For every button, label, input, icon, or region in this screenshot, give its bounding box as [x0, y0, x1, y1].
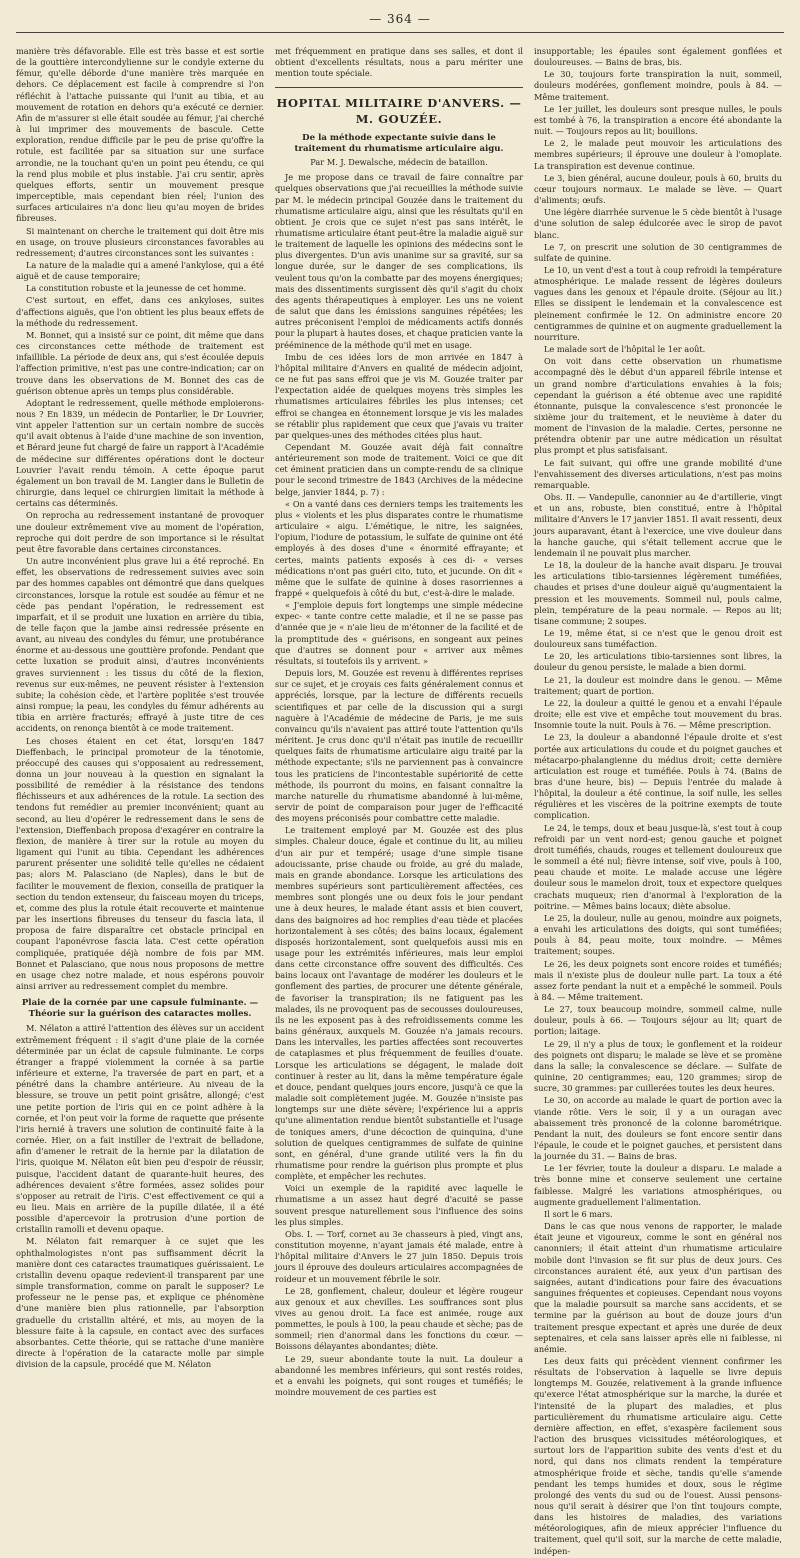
byline: Par M. J. Dewalsche, médecin de bataillon. — [310, 157, 488, 168]
paragraph: Le 19, même état, si ce n'est que le genou droit est douloureux sans tuméfaction. — [534, 627, 782, 650]
paragraph: Obs. I. — Torf, cornet au 3e chasseurs à pied, vingt ans, constitution moyenne, n'ayant jamais été malade, entre à l'hôpital militaire d'Anvers le 27 juin 1850. Depuis trois jours il éprouve des douleurs articulaires accompagnées de roideur et un mouvement fébrile le soir. — [275, 1228, 523, 1284]
paragraph: Le 27, toux beaucoup moindre, sommeil calme, nulle douleur, pouls à 66. — Toujours séjour au lit; quart de portion; laitage. — [534, 1004, 782, 1037]
paragraph: La constitution robuste et la jeunesse de cet homme. — [26, 283, 247, 294]
paragraph: Voici un exemple de la rapidité avec laquelle le rhumatisme a un assez haut degré d'acuité se passe souvent presque naturellement sous l'influence des soins les plus simples. — [275, 1183, 523, 1227]
columns — [16, 46, 784, 1558]
paragraph: M. Nélaton fait remarquer à ce sujet que les ophthalmologistes n'ont pas suffisamment décrit la manière dont ces cataractes traumatiques guérissaient. Le cristallin devenu opaque redevient-il transparent par une simple transformation, comme on paraît le supposer? Le professeur ne le pense pas, et explique ce phénomène d'une manière bien plus rationnelle, par l'absorption graduelle du cristallin altéré, et mis, au moyen de la blessure faite à la capsule, en contact avec des surfaces absorbantes. Cette théorie, qui se rattache d'une manière directe à l'opération de la cataracte molle par simple division de la capsule, procédé que M. Nélaton — [16, 1236, 264, 1370]
paragraph: Le 24, le temps, doux et beau jusque-là, s'est tout à coup refroidi par un vent nord-est; genou gauche et poignet droit tuméfiés, chauds, rouges et tellement douloureux que le sommeil a été nul; fièvre intense, soif vive, pouls à 100, peau chaude et moite. Le malade accuse une légère douleur sous le mamelon droit, toux et expectore quelques crachats muqueux; rien d'anormal à l'exploration de la poitrine. — Mêmes bains locaux; diète absolue. — [534, 822, 782, 911]
paragraph: Le 2, le malade peut mouvoir les articulations des membres supérieurs; il éprouve une douleur à l'omoplate. La transpiration est devenue continue. — [534, 138, 782, 171]
paragraph: « J'emploie depuis fort longtemps une simple médecine expec- « tante contre cette maladie, et il ne se passe pas d'année que je « n'aie lieu de m'étonner de la facilité et de la promptitude des « guérisons, en songeant aux peines que d'autres se donnent pour « arriver aux mêmes résultats, si toutefois ils y arrivent. » — [275, 600, 523, 666]
page-header — [16, 6, 784, 34]
paragraph: Une légère diarrhée survenue le 5 cède bientôt à l'usage d'une solution de salep édulcorée avec le sirop de pavot blanc. — [534, 207, 782, 240]
paragraph: Depuis lors, M. Gouzée est revenu à différentes reprises sur ce sujet, et je croyais ces faits généralement connus et appréciés, lorsque, par la lecture de différents recueils scientifiques et par celle de la discussion qui a surgi naguère à l'Académie de médecine de Paris, je me suis convaincu qu'ils n'avaient pas attiré toute l'attention qu'ils méritent. Je crus donc qu'il n'était pas inutile de recueillir quelques faits de rhumatisme articulaire aigu traité par la méthode expectante; s'ils ne parviennent pas à convaincre tous les praticiens de l'incontestable supériorité de cette méthode, ils pourront du moins, en faisant connaître la marche naturelle du rhumatisme abandonné à lui-même, servir de point de comparaison pour juger de l'efficacité des moyens préconisés pour combattre cette maladie. — [275, 668, 523, 824]
paragraph: On voit dans cette observation un rhumatisme accompagné dès le début d'un appareil fébrile intense et un grand nombre d'articulations envahies à la fois; cependant la guérison a été obtenue avec une rapidité étonnante, puisque la convalescence s'est prononcée le sixième jour du traitement, et le neuvième à dater du moment de l'invasion de la maladie. Certes, personne ne prétendra obtenir par une autre médication un résultat plus prompt et plus satisfaisant. — [534, 356, 782, 456]
paragraph: La nature de la maladie qui a amené l'ankylose, qui a été aiguë et de cause temporaire; — [16, 259, 264, 282]
paragraph: Le traitement employé par M. Gouzée est des plus simples. Chaleur douce, égale et continue du lit, au milieu d'un air pur et tempéré; usage d'une simple tisane adoucissante, prise chaude ou froide, au gré du malade, mais en grande abondance. Lorsque les articulations des membres supérieurs sont particulièrement affectées, ces membres sont plongés une ou deux fois le jour pendant une à deux heures, le malade étant assis et bien couvert, dans des baignoires ad hoc remplies d'eau tiède et placées horizontalement à ses côtés; des bains locaux, également disposés horizontalement, sont quelquefois aussi mis en usage pour les extrémités inférieures, mais leur emploi dans cette circonstance offre souvent des difficultés. Ces bains locaux ont l'avantage de modérer les douleurs et le gonflement des parties, de procurer une détente générale, de favoriser la transpiration; ils ne fatiguent pas les malades, ils ne provoquent pas de secousses douloureuses, ils ne les exposent pas à des refroidissements comme les bains généraux, auxquels M. Gouzée n'a jamais recours. Dans les intervalles, les parties affectées sont recouvertes de cataplasmes et plus fréquemment de feuilles d'ouate. Lorsque les articulations se dégagent, le malade doit continuer à rester au lit, dans la même température égale et douce, pendant quelques jours encore, jusqu'à ce que la maladie soit complètement jugée. M. Gouzée n'insiste pas longtemps sur une diète sévère; l'expérience lui a appris qu'une alimentation rendue bientôt substantielle et l'usage de toniques amers, d'une décoction de quinquina, d'une solution de quelques centigrammes de sulfate de quinine sont, en général, d'une grande utilité vers la fin du rhumatisme pour rendre la guérison plus prompte et plus complète, et empêcher les rechutes. — [275, 825, 523, 1182]
column-right — [534, 46, 782, 1558]
paragraph: Le 7, on prescrit une solution de 30 centigrammes de sulfate de quinine. — [534, 241, 782, 263]
header-rule — [16, 32, 784, 33]
paragraph: met fréquemment en pratique dans ses salles, et dont il obtient d'excellents résultats, nous a paru mériter une mention toute spéciale. — [275, 46, 523, 79]
paragraph: Le 28, gonflement, chaleur, douleur et légère rougeur aux genoux et aux chevilles. Les souffrances sont plus vives au genou droit. La face est animée, rouge aux pommettes, le pouls à 100, la peau chaude et sèche; pas de sommeil; rien d'anormal dans les fonctions du cœur. — Boissons délayantes abondantes; diète. — [275, 1285, 523, 1352]
paragraph: Il sort le 6 mars. — [544, 1208, 613, 1219]
paragraph: Le 30, on accorde au malade le quart de portion avec la viande rôtie. Vers le soir, il y a un ouragan avec abaissement très prononcé de la colonne barométrique. Pendant la nuit, des douleurs se font encore sentir dans l'épaule, le coude et le poignet gauches, et persistent dans la journée du 31. — Bains de bras. — [534, 1095, 782, 1162]
column-left — [16, 46, 264, 1558]
paragraph: « On a vanté dans ces derniers temps les traitements les plus « violents et les plus disparates contre le rhumatisme articulaire « aigu. L'émétique, le nitre, les saignées, l'opium, l'iodure de potassium, le sulfate de quinine ont été employés à des doses d'une « énormité effrayante; et certes, maints patients exposés à ces di- « verses médications n'ont pas guéri cito, tuto, et jucunde. On dit « même que le sulfate de quinine à doses rasorriennes a frappé « quelquefois à côté du but, c'est-à-dire le malade. — [275, 498, 523, 598]
paragraph: Cependant M. Gouzée avait déjà fait connaître antérieurement son mode de traitement. Voici ce que dit cet éminent praticien dans un compte-rendu de sa clinique pour le second trimestre de 1843 (Archives de la médecine belge, janvier 1844, p. 7) : — [275, 441, 523, 497]
paragraph: Si maintenant on cherche le traitement qui doit être mis en usage, on trouve plusieurs circonstances favorables au redressement; d'autres circonstances sont les suivantes : — [16, 225, 264, 258]
paragraph: Un autre inconvénient plus grave lui a été reproché. En effet, les observations de redressement suivies avec soin par des hommes capables ont démontré que dans quelques circonstances, lorsque la rotule est soudée au fémur et ne cède pas pendant l'opération, le redressement est imparfait, et il se produit une luxation en arrière du tibia, de telle façon que la jambe ainsi redressée présente en avant, au niveau des condyles du fémur, une protubérance énorme et au-dessous une gouttière profonde. Pendant que cette luxation se produit ainsi, d'autres inconvénients graves surviennent : les tissus du côté de la flexion, revenus sur eux-mêmes, ne peuvent résister à l'extension subite; la cohésion cède, et l'artère poplitée s'est trouvée ainsi rompue; la peau, les condyles du fémur adhérents au tibia en arrière fracturés; effrayé à juste titre de ces accidents, on renonça bientôt à ce mode traitement. — [16, 556, 264, 734]
article-title: De la méthode expectante suivie dans le traitement du rhumatisme articulaire aigu. — [294, 132, 504, 154]
column-middle — [275, 46, 523, 1558]
paragraph: Le 25, la douleur, nulle au genou, moindre aux poignets, a envahi les articulations des doigts, qui sont tuméfiées; pouls à 84, peau moite, toux moindre. — Mêmes traitement; soupes. — [534, 912, 782, 957]
section-heading: HOPITAL MILITAIRE D'ANVERS. — M. GOUZÉE. — [275, 87, 523, 127]
paragraph: Le 3, bien général, aucune douleur, pouls à 60, bruits du cœur toujours normaux. Le malade se lève. — Quart d'aliments; œufs. — [534, 172, 782, 206]
paragraph: Le fait suivant, qui offre une grande mobilité d'une l'envahissement des diverses articulations, n'est pas moins remarquable. — [534, 457, 782, 490]
paragraph: Adoptant le redressement, quelle méthode emploierons-nous ? En 1839, un médecin de Pontarlier, le Dr Louvrier, vint appeler l'attention sur un certain nombre de succès qu'il avait obtenus à l'aide d'une machine de son invention, et Bérard jeune fut chargé de faire un rapport à l'Académie de médecine sur différentes opérations dont le docteur Louvrier l'avait rendu témoin. A cette époque parut également un bon travail de M. Langier dans le Bulletin de chirurgie, dans lequel ce chirurgien limitait la méthode à certains cas déterminés. — [16, 397, 264, 509]
paragraph: Le 18, la douleur de la hanche avait disparu. Je trouvai les articulations tibio-tarsiennes légèrement tuméfiées, chaudes et prises d'une douleur aiguë qu'augmentaient la pression et les mouvements. Sommeil nul, pouls calme, plein, température de la peau normale. — Repos au lit; tisane commune; 2 soupes. — [534, 560, 782, 626]
paragraph: Le 23, la douleur a abandonné l'épaule droite et s'est portée aux articulations du coude et du poignet gauches et métacarpo-phalangienne du médius droit; cette dernière articulation est rouge et tuméfiée. Pouls à 74. (Bains de bras d'une heure, bis) — Depuis l'entrée du malade à l'hôpital, la douleur a été continue, la soif nulle, les selles régulières et les viscères de la poitrine exempts de toute complication. — [534, 732, 782, 821]
paragraph: M. Nélaton a attiré l'attention des élèves sur un accident extrêmement fréquent : il s'agit d'une plaie de la cornée déterminée par un éclat de capsule fulminante. Le corps étranger a frappé violemment la cornée à sa partie inférieure et externe, l'a traversée de part en part, et a pénétré dans la chambre antérieure. Au niveau de la blessure, se trouve un petit point grisâtre, allongé; c'est une petite portion de l'iris qui en ce point adhère à la cornée, et l'on peut voir la forme de raquette que présente l'iris hernié à travers une solution de continuité faite à la cornée. Hier, on a fait instiller de l'extrait de belladone, afin d'amener le retrait de la hernie par la dilatation de l'iris, quoique M. Nélaton eût bien peu d'espoir de réussir, puisque, l'accident datant de quarante-huit heures, des adhérences devaient s'être formées, assez solides pour s'opposer au retrait de l'iris. C'est effectivement ce qui a eu lieu. Mais en arrière de la pupille dilatée, il a été possible d'apercevoir la protrusion d'une portion de cristallin ramolli et devenu opaque. — [16, 1023, 264, 1235]
paragraph: Le 30, toujours forte transpiration la nuit, sommeil, douleurs modérées, gonflement moindre, pouls à 84. — Même traitement. — [534, 69, 782, 102]
paragraph: Le malade sort de l'hôpital le 1er août. — [544, 344, 706, 355]
article-title: Plaie de la cornée par une capsule fulminante. — Théorie sur la guérison des cataractes molles. — [21, 998, 259, 1020]
paragraph: Le 1er juillet, les douleurs sont presque nulles, le pouls est tombé à 76, la transpiration a encore été abondante la nuit. — Toujours repos au lit; bouillons. — [534, 103, 782, 137]
paragraph: Le 21, la douleur est moindre dans le genou. — Même traitement; quart de portion. — [534, 674, 782, 696]
paragraph: Obs. II. — Vandepulle, canonnier au 4e d'artillerie, vingt et un ans, robuste, bien constitué, entre à l'hôpital militaire d'Anvers le 17 janvier 1851. Il avait ressenti, deux jours auparavant, étant à l'exercice, une vive douleur dans la hanche gauche, qui s'était tellement accrue que le lendemain il ne pouvait plus marcher. — [534, 492, 782, 558]
paragraph: Le 29, il n'y a plus de toux; le gonflement et la roideur des poignets ont disparu; le malade se lève et se promène dans la salle; la convalescence se déclare. — Sulfate de quinine, 20 centigrammes; eau, 120 grammes; sirop de sucre, 30 grammes: par cuillerées toutes les deux heures. — [534, 1038, 782, 1094]
page-number: — 364 — — [369, 12, 431, 26]
paragraph: Imbu de ces idées lors de mon arrivée en 1847 à l'hôpital militaire d'Anvers en qualité de médecin adjoint, ce ne fut pas sans effroi que je vis M. Gouzée traiter par l'expectation aidée de quelques moyens très simples les rhumatismes articulaires fébriles les plus intenses; cet effroi se changea en étonnement lorsque je vis les malades se rétablir plus rapidement que ceux que j'avais vu traiter par quelques-unes des méthodes citées plus haut. — [275, 351, 523, 440]
paragraph: Le 29, sueur abondante toute la nuit. La douleur a abandonné les membres inférieurs, qui sont restés roides, et a envahi les poignets, qui sont rouges et tuméfiés; le moindre mouvement de ces parties est — [275, 1353, 523, 1398]
paragraph: Dans le cas que nous venons de rapporter, le malade était jeune et vigoureux, comme le sont en général nos canonniers; il était atteint d'un rhumatisme articulaire mobile dont l'invasion se fit sur plus de deux jours. Ces circonstances auraient été, aux yeux d'un partisan des saignées, autant d'indications pour faire des évacuations sanguines fréquentes et copieuses. Cependant nous voyons que la maladie poursuit sa marche sans accidents, et se termine par la guérison au bout de douze jours d'un traitement presque expectant et après une durée de deux septenaires, et cela sans laisser après elle ni faiblesse, ni anémie. — [534, 1221, 782, 1354]
paragraph: C'est surtout, en effet, dans ces ankyloses, suites d'affections aiguës, que l'on obtient les plus beaux effets de la méthode du redressement. — [16, 295, 264, 328]
paragraph: Le 10, un vent d'est a tout à coup refroidi la température atmosphérique. Le malade ressent de légères douleurs vagues dans les genoux et l'épaule droite. (Séjour au lit.) Elles se dissipent le lendemain et la convalescence est pleinement confirmée le 12. On administre encore 20 centigrammes de quinine et on augmente graduellement la nourriture. — [534, 264, 782, 342]
paragraph: M. Bonnet, qui a insisté sur ce point, dit même que dans ces circonstances cette méthode de traitement est infaillible. La période de deux ans, qui s'est écoulée depuis l'affection primitive, n'est pas une contre-indication; car on trouve dans les observations de M. Bonnet des cas de guérison obtenue après un temps plus considérable. — [16, 329, 264, 396]
paragraph: Le 1er février, toute la douleur a disparu. Le malade a très bonne mine et conserve seulement une certaine faiblesse. Malgré les variations atmosphériques, ou augmente graduellement l'alimentation. — [534, 1163, 782, 1207]
paragraph: manière très défavorable. Elle est très basse et est sortie de la gouttière intercondylienne sur le condyle externe du fémur, qu'elle déborde d'une manière très marquée en dehors. Ce déplacement est facile à comprendre si l'on réfléchit à l'attache puissante qui l'unit au tibia, et au mouvement de rotation en dehors qu'a exécuté ce dernier. Afin de m'assurer si elle était soudée au fémur, j'ai cherché à lui imprimer des mouvements de bascule. Cette exploration, rendue difficile par le peu de prise qu'offre la rotule, est facilitée par sa situation sur une surface arrondie, ne la touchant qu'en un point peu étendu, ce qui la rend plus mobile et plus instable. J'ai cru sentir, après quelques efforts, sentir un mouvement presque imperceptible, mais cependant bien réel; l'union des surfaces articulaires n'a donc lieu qu'au moyen de brides fibreuses. — [16, 46, 264, 224]
paragraph: On reprocha au redressement instantané de provoquer une douleur extrêmement vive au moment de l'opération, reproche qui doit perdre de son importance si le résultat peut être favorable dans certaines circonstances. — [16, 510, 264, 554]
paragraph: Le 22, la douleur a quitté le genou et a envahi l'épaule droite; elle est vive et empêche tout mouvement du bras. Insomnie toute la nuit. Pouls à 76. — Même prescription. — [534, 697, 782, 731]
paragraph: Les deux faits qui précèdent viennent confirmer les résultats de l'observation à laquelle se livre depuis longtemps M. Gouzée, relativement à la grande influence qu'exerce l'état atmosphérique sur la marche, la durée et l'intensité de la plupart des maladies, et plus particulièrement du rhumatisme articulaire aigu. Cette dernière affection, en effet, s'exaspère facilement sous l'action des brusques vicissitudes météorologiques, et surtout lors de l'apparition subite des vents d'est et du nord, qui dans nos climats rendent la température atmosphérique froide et sèche, tandis qu'elle s'amende pendant les temps humides et doux, sous le régime prolongé des vents du sud ou de l'ouest. Aussi pensons-nous qu'il serait à désirer que l'on tînt toujours compte, dans les histoires de maladies, des variations météorologiques, afin de mieux apprécier l'influence du traitement, quel qu'il soit, sur la marche de cette maladie, indépen- — [534, 1355, 782, 1556]
paragraph: Le 26, les deux poignets sont encore roides et tuméfiés; mais il n'existe plus de douleur nulle part. La toux a été assez forte pendant la nuit et a empêché le sommeil. Pouls à 84. — Même traitement. — [534, 958, 782, 1002]
paragraph: Les choses étaient en cet état, lorsqu'en 1847 Dieffenbach, le principal promoteur de la ténotomie, préoccupé des causes qui s'opposaient au redressement, donna un jour nouveau à la question en signalant la possibilité de remédier à la résistance des tendons fléchisseurs et aux adhérences de la rotule. La section des tendons fut remédier au premier inconvénient; quant au second, au lieu d'opérer le redressement dans le sens de l'extension, Dieffenbach proposa d'exagérer en contraire la flexion, de manière à tirer sur la rotule au moyen du ligament qui l'unit au tibia. Cependant les adhérences parurent présenter une solidité telle qu'elles ne cédaient pas; alors M. Palasciano (de Naples), dans le but de faciliter le mouvement de flexion, conseilla de pratiquer la section du tendon extenseur, du faisceau moyen du triceps, et, comme des plus la rotule était recouverte et maintenue par les insertions fibreuses du tenseur du fascia lata, il proposa de faire disparaître cet obstacle principal en coupant l'aponévrose fascia lata. C'est cette opération compliquée, pratiquée déjà nombre de fois par MM. Bonnet et Palasciano, que nous nous proposons de mettre en usage chez notre malade, et nous espérons pouvoir ainsi arriver au redressement complet du membre. — [16, 735, 264, 991]
paragraph: insupportable; les épaules sont également gonflées et douloureuses. — Bains de bras, bis. — [534, 46, 782, 68]
paragraph: Le 20, les articulations tibio-tarsiennes sont libres, la douleur du genou persiste, le malade a bien dormi. — [534, 651, 782, 673]
paragraph: Je me propose dans ce travail de faire connaître par quelques observations que j'ai recueillies la méthode suivie par M. le médecin principal Gouzée dans le traitement du rhumatisme articulaire aigu, ainsi que les résultats qu'il en obtient. Je crois que ce sujet n'est pas sans intérêt, le rhumatisme articulaire étant peut-être la maladie aiguë sur le traitement de laquelle les opinions des médecins sont le plus divergentes. D'un avis unanime sur sa gravité, sur sa longue durée, sur le danger de ses complications, ils veulent tous qu'on la combatte par des moyens énergiques; mais des dissentiments surgissent dès qu'il s'agit du choix des agents thérapeutiques à employer. Les uns ne voient de salut que dans les émissions sanguines répétées; les autres préconisent l'emploi de médicaments actifs donnés pour la plupart à hautes doses, et chaque praticien vante la prééminence de la méthode qu'il met en usage. — [275, 172, 523, 350]
